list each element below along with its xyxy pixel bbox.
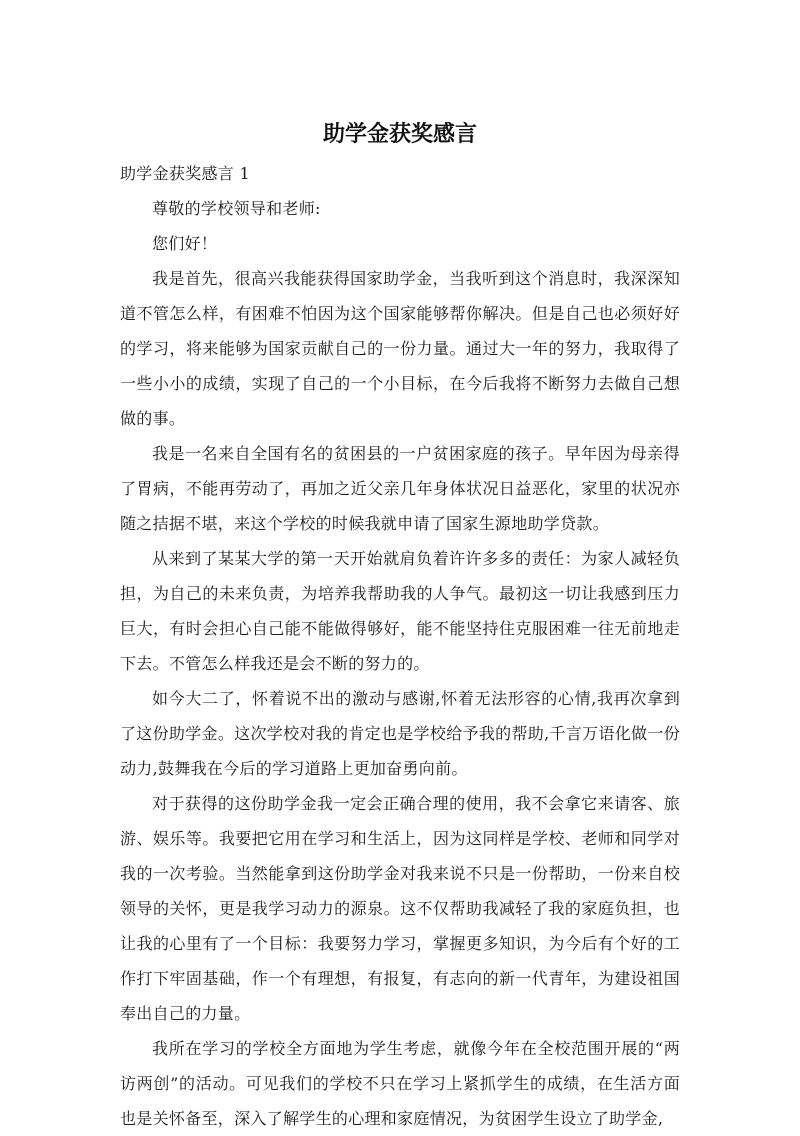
paragraph-1: 我是首先，很高兴我能获得国家助学金，当我听到这个消息时，我深深知道不管怎么样，有困难不怕因为这个国家能够帮你解决。但是自己也必须好好的学习，将来能够为国家贡献自己的一份力量。通过大一年的努力，我取得了一些小小的成绩，实现了自己的一个小目标，在今后我将不断努力去做自己想做的事。 — [120, 269, 680, 428]
paragraph-4: 如今大二了，怀着说不出的激动与感谢,怀着无法形容的心情,我再次拿到了这份助学金。这次学校对我的肯定也是学校给予我的帮助,千言万语化做一份动力,鼓舞我在今后的学习道路上更加奋勇向前。 — [120, 689, 680, 778]
document-body — [120, 156, 680, 1136]
paragraph-6: 我所在学习的学校全方面地为学生考虑，就像今年在全校范围开展的“两访两创”的活动。可见我们的学校不只在学习上紧抓学生的成绩，在生活方面也是关怀备至，深入了解学生的心理和家庭情况，为贫困学生设立了助学金, — [120, 1039, 680, 1128]
paragraph-salutation: 尊敬的学校领导和老师: — [152, 199, 321, 218]
paragraph-2: 我是一名来自全国有名的贫困县的一户贫困家庭的孩子。早年因为母亲得了胃病，不能再劳动了，再加之近父亲几年身体状况日益恶化，家里的状况亦随之拮据不堪，来这个学校的时候我就申请了国家生源地助学贷款。 — [120, 444, 680, 533]
paragraph-3: 从来到了某某大学的第一天开始就肩负着许许多多的责任：为家人减轻负担，为自己的未来负责，为培养我帮助我的人争气。最初这一切让我感到压力巨大，有时会担心自己能不能做得够好，能不能坚持住克服困难一往无前地走下去。不管怎么样我还是会不断的努力的。 — [120, 549, 680, 673]
paragraph-greeting: 您们好！ — [152, 234, 218, 253]
paragraph-5: 对于获得的这份助学金我一定会正确合理的使用，我不会拿它来请客、旅游、娱乐等。我要把它用在学习和生活上，因为这同样是学校、老师和同学对我的一次考验。当然能拿到这份助学金对我来说不只是一份帮助，一份来自校领导的关怀，更是我学习动力的源泉。这不仅帮助我减轻了我的家庭负担，也让我的心里有了一个目标：我要努力学习，掌握更多知识，为今后有个好的工作打下牢固基础，作一个有理想，有报复，有志向的新一代青年，为建设祖国奉出自己的力量。 — [120, 794, 680, 1023]
section-heading: 助学金获奖感言 1 — [120, 164, 250, 183]
document-title: 助学金获奖感言 — [322, 122, 477, 147]
